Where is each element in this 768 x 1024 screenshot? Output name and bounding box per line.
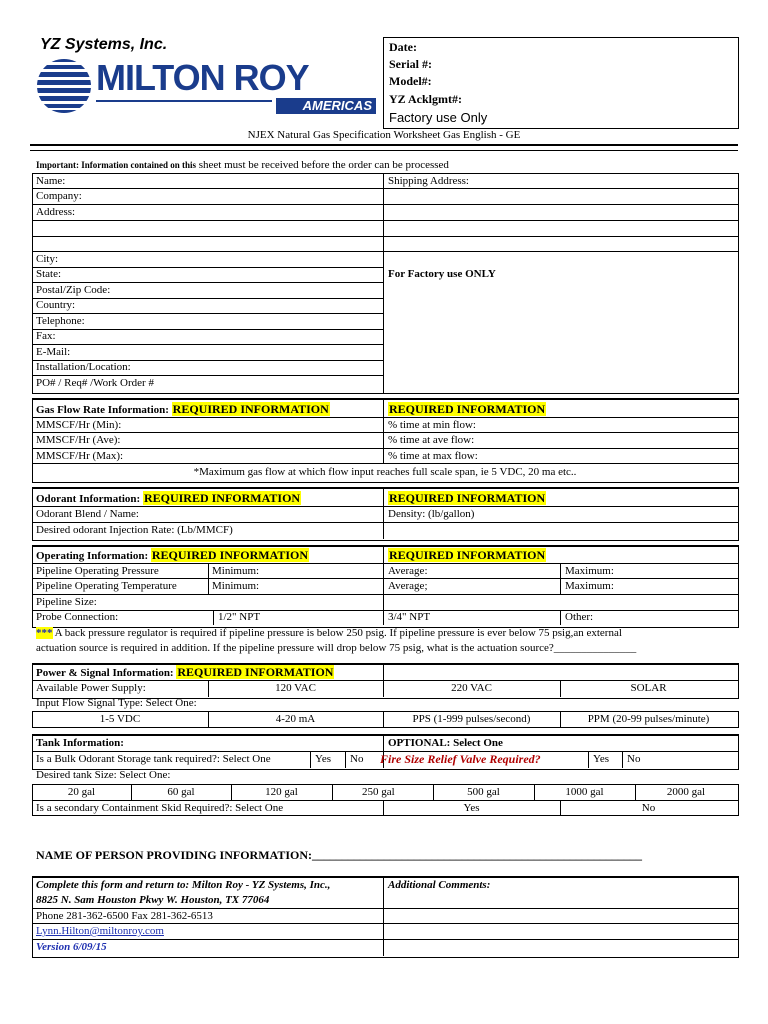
signal-pps-option[interactable]: PPS (1-999 pulses/second) [412, 713, 531, 725]
tank-size-option[interactable]: 500 gal [467, 786, 500, 798]
worksheet-title: NJEX Natural Gas Specification Worksheet Gas English - GE [247, 129, 521, 141]
factory-only-label: For Factory use ONLY [388, 268, 496, 280]
gas-flow-note: *Maximum gas flow at which flow input reaches full scale span, ie 5 VDC, 20 ma etc.. [193, 466, 577, 478]
date-label: Date: [389, 40, 417, 54]
ack-label: YZ Acklgmt#: [389, 92, 462, 106]
temp-avg-field[interactable]: Average; [388, 580, 428, 592]
zip-field[interactable]: Postal/Zip Code: [36, 284, 111, 296]
power-120vac-option[interactable]: 120 VAC [275, 682, 316, 694]
globe-logo-icon [36, 58, 92, 114]
tank-size-option[interactable]: 60 gal [167, 786, 195, 798]
contact-divider [383, 173, 384, 393]
company-name: YZ Systems, Inc. [40, 36, 168, 53]
additional-comments-field[interactable]: Additional Comments: [388, 879, 491, 891]
probe-other-option[interactable]: Other: [565, 611, 594, 623]
model-label: Model#: [389, 74, 432, 88]
relief-valve-yes-option[interactable]: Yes [593, 753, 610, 765]
power-solar-option[interactable]: SOLAR [630, 682, 667, 694]
tank-size-option[interactable]: 20 gal [67, 786, 96, 798]
return-address: 8825 N. Sam Houston Pkwy W. Houston, TX 77064 [36, 894, 270, 906]
pressure-avg-field[interactable]: Average: [388, 565, 428, 577]
pct-max-field[interactable]: % time at max flow: [388, 450, 478, 462]
fax-field[interactable]: Fax: [36, 330, 56, 342]
containment-skid-question: Is a secondary Containment Skid Required?: Select One [36, 802, 284, 814]
odorant-required: REQUIRED INFORMATION [389, 491, 546, 505]
tank-size-option[interactable]: 1000 gal [565, 786, 604, 798]
americas-label: AMERICAS [276, 98, 376, 114]
temperature-label: Pipeline Operating Temperature [36, 580, 177, 592]
title-divider-2 [30, 150, 738, 151]
probe-npt-half-option[interactable]: 1/2" NPT [218, 611, 261, 623]
odorant-blend-field[interactable]: Odorant Blend / Name: [36, 508, 139, 520]
company-field[interactable]: Company: [36, 190, 82, 202]
pct-min-field[interactable]: % time at min flow: [388, 419, 476, 431]
address-field[interactable]: Address: [36, 206, 76, 218]
signal-type-label: Input Flow Signal Type: Select One: [36, 697, 197, 709]
pressure-max-field[interactable]: Maximum: [565, 565, 614, 577]
operating-required: REQUIRED INFORMATION [389, 548, 546, 562]
phone-fax-text: Phone 281-362-6500 Fax 281-362-6513 [36, 910, 213, 922]
pipeline-size-field[interactable]: Pipeline Size: [36, 596, 97, 608]
notice-text: Important: Information contained on this sheet must be received before the order can be processed [36, 159, 449, 171]
tank-size-option[interactable]: 250 gal [362, 786, 395, 798]
tank-size-label: Desired tank Size: Select One: [36, 769, 171, 781]
tank-optional-label: OPTIONAL: Select One [388, 737, 503, 749]
mmscf-min-field[interactable]: MMSCF/Hr (Min): [36, 419, 122, 431]
mmscf-max-field[interactable]: MMSCF/Hr (Max): [36, 450, 124, 462]
probe-connection-label: Probe Connection: [36, 611, 119, 623]
city-field[interactable]: City: [36, 253, 59, 265]
telephone-field[interactable]: Telephone: [36, 315, 85, 327]
power-220vac-option[interactable]: 220 VAC [451, 682, 492, 694]
gas-flow-required: REQUIRED INFORMATION [389, 402, 546, 416]
skid-yes-option[interactable]: Yes [463, 802, 480, 814]
bulk-tank-no-option[interactable]: No [350, 753, 364, 765]
serial-label: Serial #: [389, 57, 432, 71]
bulk-tank-question: Is a Bulk Odorant Storage tank required?: Select One [36, 753, 271, 765]
email-link[interactable]: Lynn.Hilton@miltonroy.com [36, 925, 164, 937]
odorant-title: Odorant Information: REQUIRED INFORMATION [36, 491, 301, 505]
pressure-min-field[interactable]: Minimum: [212, 565, 260, 577]
relief-valve-no-option[interactable]: No [627, 753, 641, 765]
email-field[interactable]: E-Mail: [36, 346, 71, 358]
version-label: Version 6/09/15 [36, 941, 107, 953]
signal-4-20ma-option[interactable]: 4-20 mA [275, 713, 316, 725]
brand-logo-text: MILTON ROY [96, 57, 309, 98]
tank-size-option[interactable]: 120 gal [265, 786, 298, 798]
person-providing-info-field[interactable]: NAME OF PERSON PROVIDING INFORMATION:_______________________________________________________ [36, 848, 642, 862]
injection-rate-field[interactable]: Desired odorant Injection Rate: (Lb/MMCF) [36, 524, 233, 536]
pct-ave-field[interactable]: % time at ave flow: [388, 434, 475, 446]
signal-1-5vdc-option[interactable]: 1-5 VDC [99, 713, 141, 725]
power-title: Power & Signal Information: REQUIRED INFORMATION [36, 665, 334, 679]
skid-no-option[interactable]: No [641, 802, 656, 814]
return-instructions: Complete this form and return to: Milton Roy - YZ Systems, Inc., [36, 879, 331, 891]
density-field[interactable]: Density: (lb/gallon) [388, 508, 475, 520]
shipping-address-field[interactable]: Shipping Address: [388, 175, 469, 187]
name-field[interactable]: Name: [36, 175, 66, 187]
operating-title: Operating Information: REQUIRED INFORMATION [36, 548, 309, 562]
regulator-note-line1: *** A back pressure regulator is required if pipeline pressure is below 250 psig. If pipeline pressure is ever below 75 psig,an external [36, 627, 622, 639]
temp-max-field[interactable]: Maximum: [565, 580, 614, 592]
installation-field[interactable]: Installation/Location: [36, 361, 131, 373]
gas-flow-title: Gas Flow Rate Information: REQUIRED INFORMATION [36, 402, 329, 416]
brand-underline [96, 100, 272, 102]
bulk-tank-yes-option[interactable]: Yes [315, 753, 332, 765]
regulator-note-line2: actuation source is required in addition. If the pipeline pressure will drop below 75 psig, what is the actuation source?_______________ [36, 642, 637, 654]
power-supply-label: Available Power Supply: [36, 682, 146, 694]
tank-title: Tank Information: [36, 737, 124, 749]
relief-valve-question: Fire Size Relief Valve Required? [380, 752, 541, 766]
country-field[interactable]: Country: [36, 299, 76, 311]
pressure-label: Pipeline Operating Pressure [36, 565, 159, 577]
factory-use-label: Factory use Only [389, 110, 488, 125]
state-field[interactable]: State: [36, 268, 62, 280]
tank-size-option[interactable]: 2000 gal [666, 786, 706, 798]
temp-min-field[interactable]: Minimum: [212, 580, 260, 592]
mmscf-ave-field[interactable]: MMSCF/Hr (Ave): [36, 434, 121, 446]
title-divider [30, 144, 738, 146]
signal-ppm-option[interactable]: PPM (20-99 pulses/minute) [587, 713, 710, 725]
po-field[interactable]: PO# / Req# /Work Order # [36, 377, 154, 389]
probe-npt-three-quarter-option[interactable]: 3/4" NPT [388, 611, 431, 623]
